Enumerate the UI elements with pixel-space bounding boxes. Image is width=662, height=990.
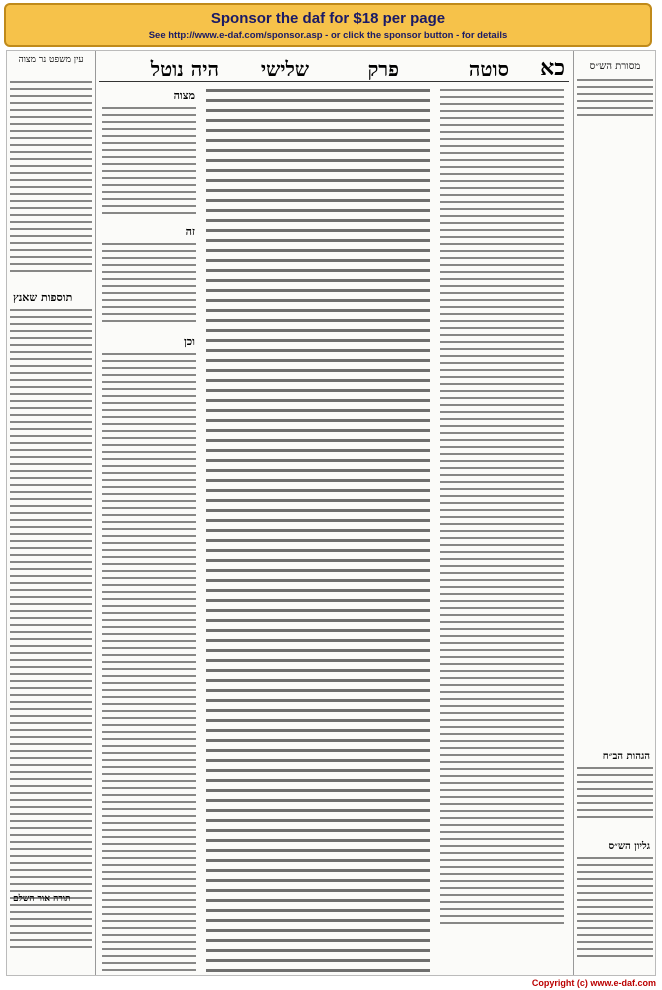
ein-mishpat-column — [7, 51, 96, 975]
masoret-hashas-header: מסורת הש״ס — [589, 61, 641, 72]
tractate-name: סוטה — [468, 57, 509, 81]
sponsor-banner-title[interactable]: Sponsor the daf for $18 per page — [210, 10, 446, 27]
perek-label: פרק — [367, 57, 399, 81]
rashi-column — [437, 85, 567, 975]
masoret-hashas-column — [573, 51, 656, 975]
gemara-column — [203, 85, 433, 975]
masoret-hashas-text — [577, 79, 653, 121]
tosafot-commentary-text-3 — [102, 353, 196, 976]
dibbur-vechen: וכן — [184, 335, 195, 348]
page-header — [99, 55, 569, 82]
gilyon-hashas-text — [577, 857, 653, 962]
perek-number: שלישי — [260, 57, 309, 81]
ein-mishpat-text — [10, 81, 92, 277]
daf-number: כא — [540, 55, 565, 81]
tosafot-column — [99, 85, 199, 975]
rashi-text — [440, 89, 564, 929]
perek-name: היה נוטל — [150, 57, 219, 81]
tosafot-text — [10, 309, 92, 953]
gilyon-hashas-header: גליון הש״ס — [608, 841, 650, 852]
mitzvah-word: מצוה — [173, 89, 195, 102]
hagahot-habach-header: הגהות הב״ח — [602, 751, 650, 762]
sponsor-banner[interactable] — [4, 3, 652, 47]
tosafot-commentary-text — [102, 107, 196, 219]
hagahot-habach-text — [577, 767, 653, 823]
torah-ohr-header: תורה אור השלם — [13, 894, 71, 904]
dibbur-zu: זה — [185, 225, 195, 238]
ein-mishpat-header: עין משפט נר מצוה — [18, 55, 84, 65]
talmud-page — [6, 50, 656, 976]
tosafot-header: תוספות שאנץ — [13, 291, 73, 304]
gemara-text — [206, 89, 430, 976]
sponsor-banner-subtitle[interactable]: See http://www.e-daf.com/sponsor.asp - or click the sponsor button - for details — [148, 30, 508, 41]
copyright-text: Copyright (c) www.e-daf.com — [531, 978, 656, 988]
tosafot-commentary-text-2 — [102, 243, 196, 327]
